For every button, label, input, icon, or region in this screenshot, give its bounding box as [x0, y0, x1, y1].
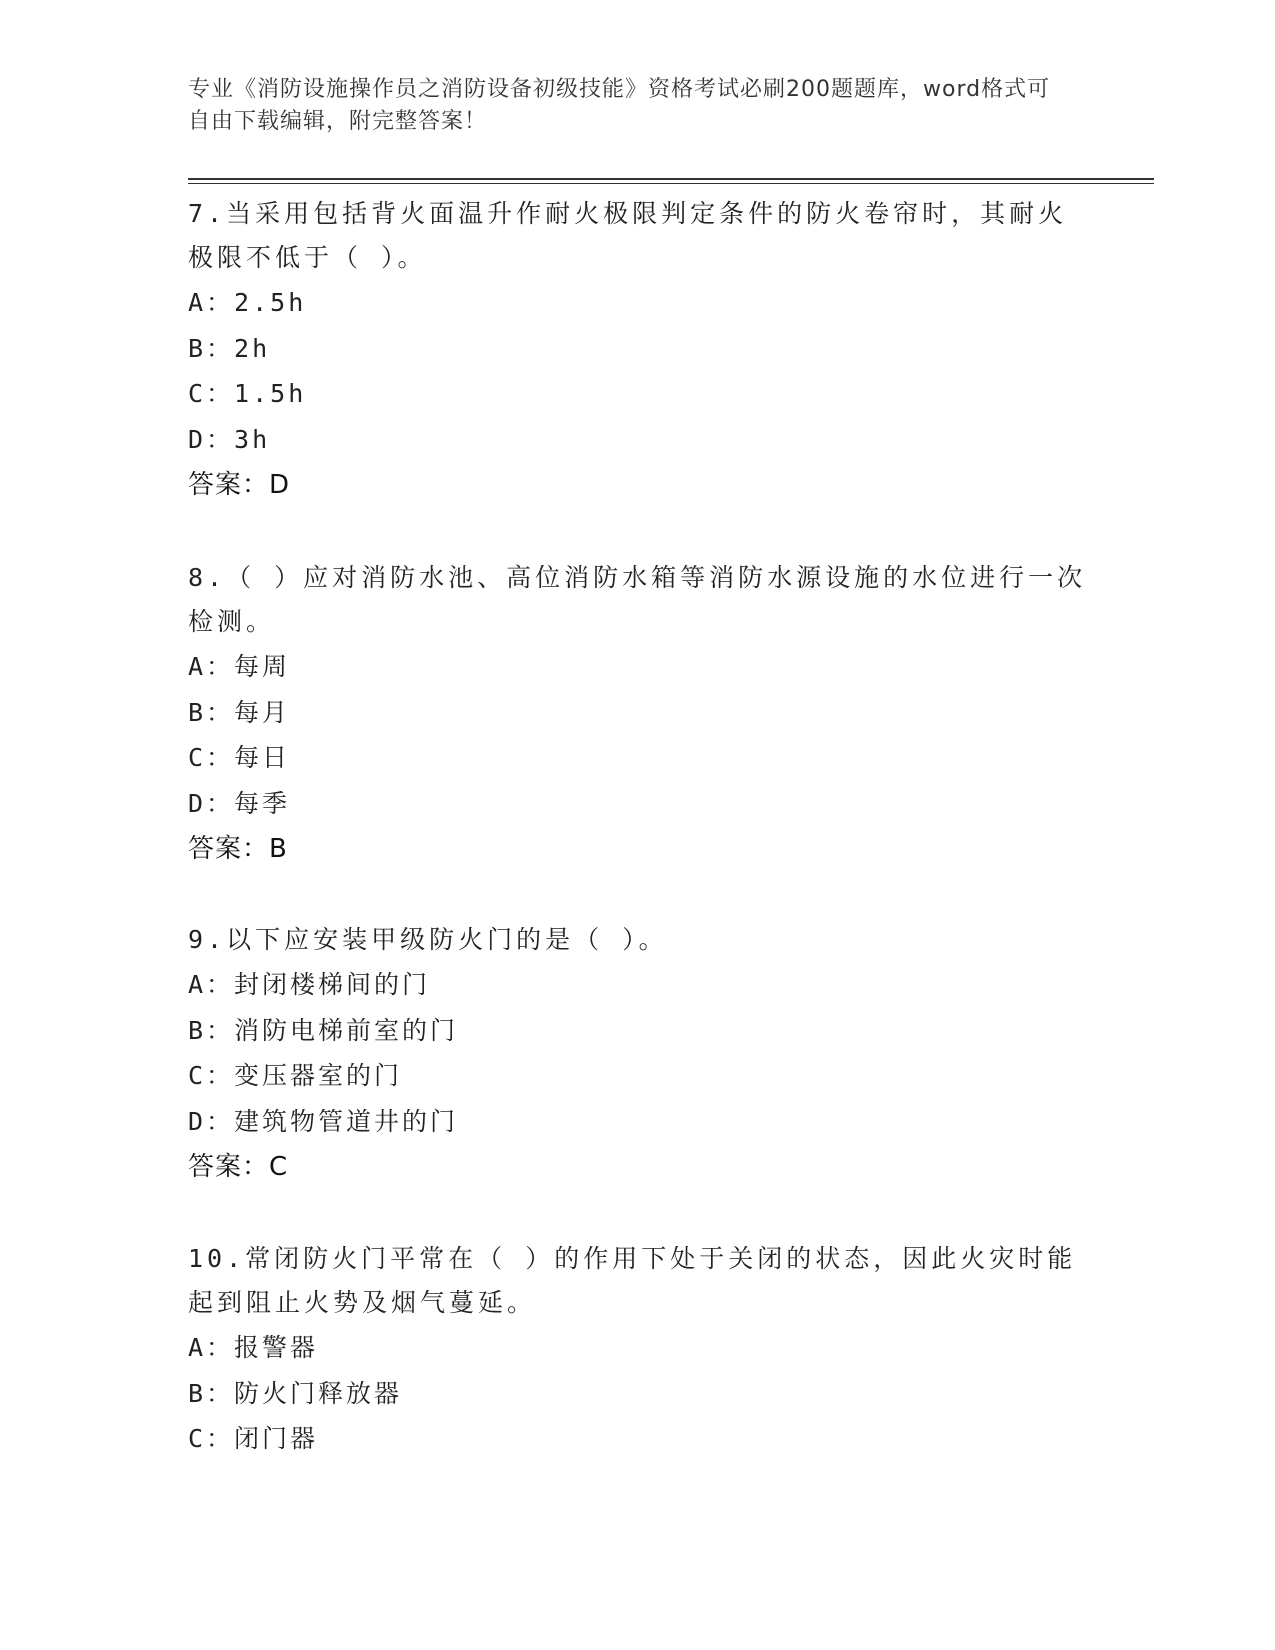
question-stem: 10.常闭防火门平常在（ ）的作用下处于关闭的状态，因此火灾时能起到阻止火势及烟气蔓延。	[188, 1244, 1077, 1317]
option-c: C：1.5h	[188, 379, 307, 408]
question-10	[188, 1237, 1088, 1462]
option-d: D：3h	[188, 424, 271, 454]
option-c: C：每日	[188, 743, 291, 772]
question-8	[188, 556, 1088, 872]
option-c: C：闭门器	[188, 1424, 319, 1453]
answer-line: 答案：B	[188, 834, 288, 864]
document-header: 专业《消防设施操作员之消防设备初级技能》资格考试必刷200题题库，word格式可自由下载编辑，附完整答案！	[188, 77, 1051, 134]
question-9	[188, 918, 1088, 1190]
option-b: B：每月	[188, 697, 291, 727]
header-divider-thin	[188, 183, 1154, 184]
option-d: D：每季	[188, 788, 291, 818]
question-stem: 8.（ ）应对消防水池、高位消防水箱等消防水源设施的水位进行一次检测。	[188, 563, 1087, 636]
question-7	[188, 192, 1088, 508]
option-d: D：建筑物管道井的门	[188, 1106, 459, 1136]
option-a: A：每周	[188, 652, 291, 681]
option-b: B：防火门释放器	[188, 1378, 403, 1408]
option-a: A：报警器	[188, 1333, 319, 1362]
answer-line: 答案：D	[188, 470, 291, 500]
question-stem: 7.当采用包括背火面温升作耐火极限判定条件的防火卷帘时，其耐火极限不低于（ ）。	[188, 199, 1068, 272]
option-a: A：封闭楼梯间的门	[188, 970, 431, 999]
question-stem: 9.以下应安装甲级防火门的是（ ）。	[188, 925, 668, 954]
option-b: B：2h	[188, 333, 271, 363]
header-divider-thick	[188, 178, 1154, 180]
option-b: B：消防电梯前室的门	[188, 1015, 459, 1045]
answer-line: 答案：C	[188, 1152, 289, 1182]
option-c: C：变压器室的门	[188, 1061, 403, 1090]
option-a: A：2.5h	[188, 288, 307, 317]
